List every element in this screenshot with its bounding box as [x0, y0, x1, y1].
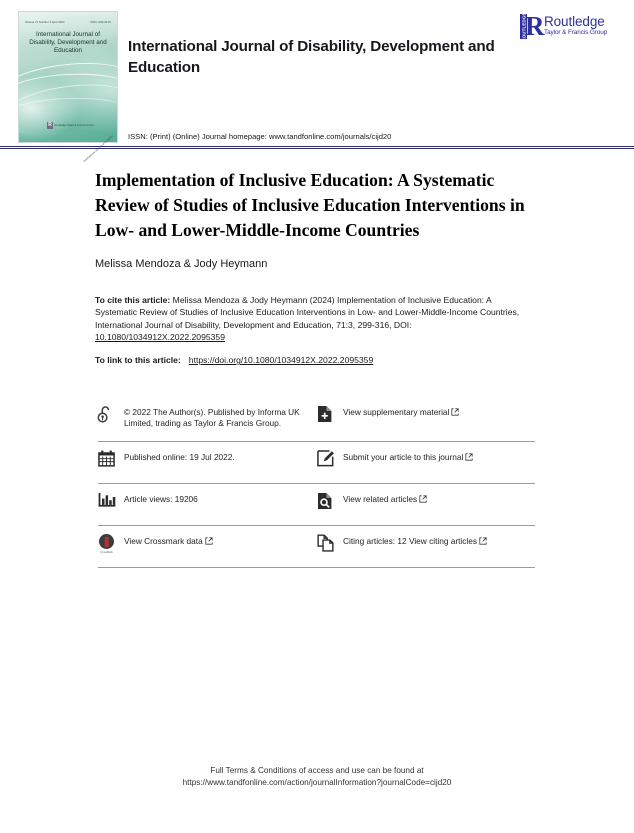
cover-publisher-logo [47, 122, 94, 129]
article-views-text: Article views: 19206 [124, 494, 198, 504]
journal-title: International Journal of Disability, Development and Education [128, 38, 495, 76]
metadata-crossmark-cell[interactable] [98, 526, 316, 568]
routledge-wordmark [544, 14, 607, 37]
cite-this-article-row [95, 294, 535, 343]
related-articles-text: View related articles [343, 494, 418, 504]
open-access-lock-icon [98, 404, 124, 424]
crossmark-caption: CrossMark [100, 550, 113, 554]
published-online-text: Published online: 19 Jul 2022. [124, 452, 235, 462]
header-divider [0, 146, 634, 149]
crossmark-icon [98, 533, 124, 554]
document-plus-icon [317, 404, 343, 423]
routledge-mark-icon [520, 11, 545, 42]
crossmark-label [124, 533, 213, 547]
link-label: To link to this article: [95, 355, 181, 366]
copyright-text: © 2022 The Author(s). Published by Informa UK Limited, trading as Taylor & Francis Group. [124, 407, 300, 429]
submit-label [343, 449, 473, 463]
routledge-subtitle: Taylor & Francis Group [544, 29, 608, 36]
citing-articles-text: Citing articles: 12 View citing articles [343, 536, 478, 546]
supplementary-label [343, 404, 459, 418]
doi-url-link[interactable]: https://doi.org/10.1080/1034912X.2022.2095359 [188, 355, 374, 366]
supplementary-text: View supplementary material [343, 407, 450, 417]
metadata-related-cell[interactable] [316, 484, 535, 526]
cover-volume-text: Volume 71 Number 3 April 2024 [25, 21, 65, 24]
cover-routledge-text: Routledge Taylor & Francis Group [54, 123, 94, 127]
issn-homepage-line[interactable]: ISSN: (Print) (Online) Journal homepage: www.tandfonline.com/journals/cijd20 [128, 132, 392, 141]
external-link-icon [451, 408, 459, 416]
cite-text: Melissa Mendoza & Jody Heymann (2024) Implementation of Inclusive Education: A Systematic Review of Studies of Inclusive Education Interventions in Low- and Lower-Middle-Income Countries, International Journal of Disability, Development and Education, 71:3, 299-316, DOI: [95, 295, 520, 330]
external-link-icon [419, 495, 427, 503]
cover-top-line [25, 21, 111, 24]
metadata-submit-cell[interactable] [316, 442, 535, 484]
routledge-band-text: ROUTLEDGE [521, 11, 526, 42]
external-link-icon [465, 453, 473, 461]
crossmark-text: View Crossmark data [124, 536, 203, 546]
external-link-icon [479, 537, 487, 545]
article-authors: Melissa Mendoza & Jody Heymann [95, 258, 268, 270]
footer-terms-line: Full Terms & Conditions of access and use can be found at [210, 766, 424, 775]
document-search-icon [317, 491, 343, 510]
submit-text: Submit your article to this journal [343, 452, 464, 462]
cover-title: International Journal of Disability, Development and Education [29, 31, 107, 55]
copy-stack-icon [317, 533, 343, 552]
edit-pencil-icon [317, 449, 343, 467]
metadata-copyright-cell [98, 397, 316, 442]
doi-link[interactable]: 10.1080/1034912X.2022.2095359 [95, 331, 225, 342]
metadata-citing-cell[interactable] [316, 526, 535, 568]
page-footer [0, 765, 634, 789]
crossmark-logo-circle [99, 534, 114, 549]
external-link-icon [205, 537, 213, 545]
related-articles-label [343, 491, 427, 505]
bar-chart-icon [98, 491, 124, 508]
citing-articles-label [343, 533, 487, 547]
routledge-letter-r: R [525, 11, 545, 41]
metadata-views-cell [98, 484, 316, 526]
footer-url-line[interactable]: https://www.tandfonline.com/action/journalInformation?journalCode=cijd20 [182, 778, 452, 787]
masthead [0, 0, 634, 163]
citation-block [95, 294, 535, 366]
metadata-published-cell [98, 442, 316, 484]
link-to-article-row [95, 354, 535, 366]
article-metadata-grid [98, 397, 535, 568]
metadata-supplementary-cell[interactable] [316, 397, 535, 442]
journal-cover-thumbnail[interactable] [18, 11, 118, 163]
routledge-logo[interactable] [520, 11, 622, 44]
calendar-icon [98, 449, 124, 467]
article-title: Implementation of Inclusive Education: A Systematic Review of Studies of Inclusive Education Interventions in Low- and Lower-Middle-Income Countries [95, 170, 525, 240]
cover-spine-text: International Journal of Disability [83, 134, 114, 163]
cover-routledge-mark: R [48, 122, 52, 128]
cover-issn-text: ISSN 1034-912X [90, 21, 111, 24]
routledge-name: Routledge [544, 14, 605, 29]
cite-label: To cite this article: [95, 295, 171, 305]
